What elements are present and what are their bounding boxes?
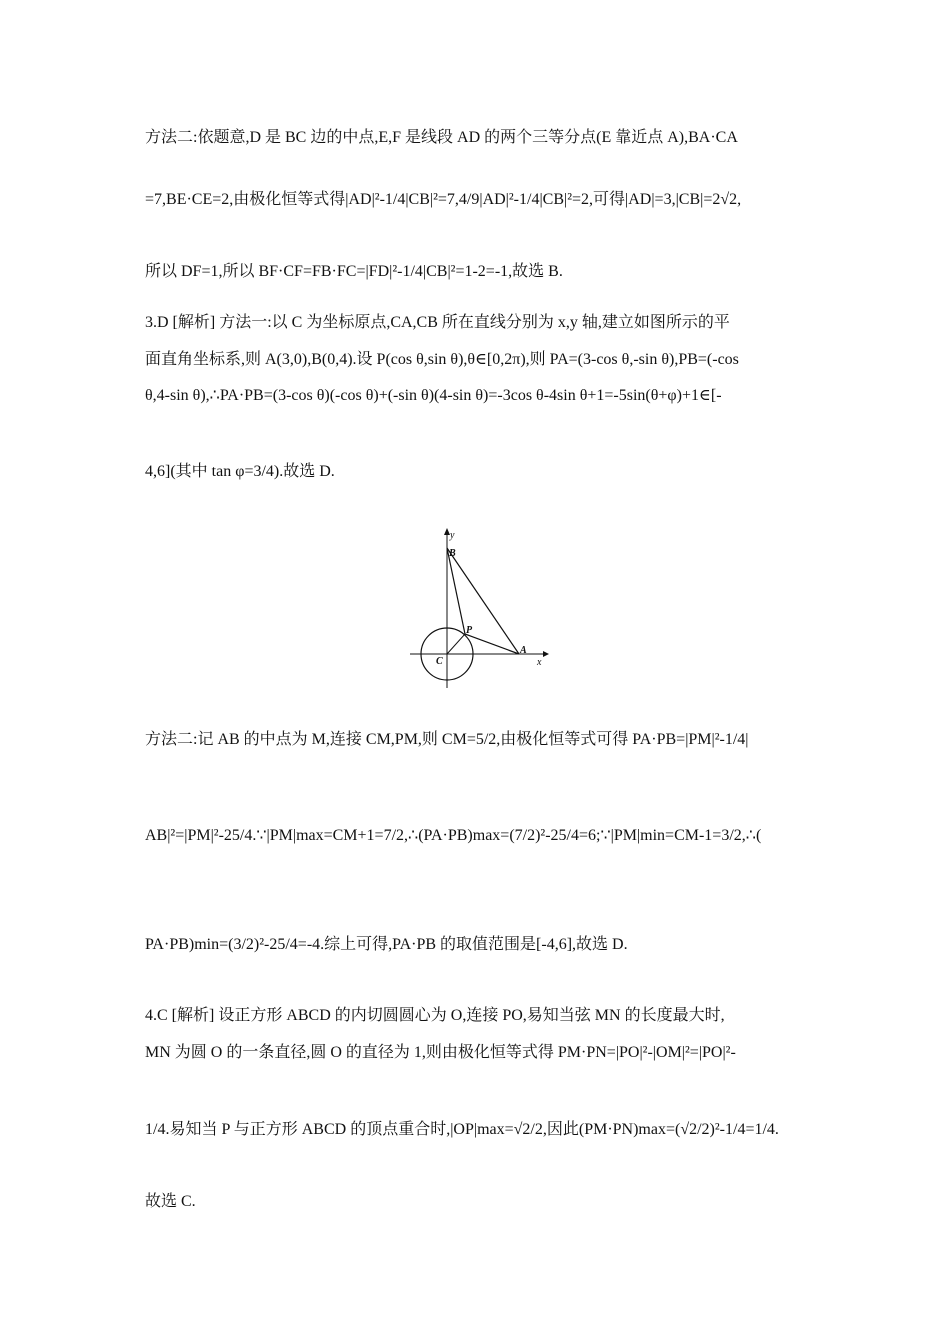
text-line-3: 所以 DF=1,所以 BF·CF=FB·FC=|FD|²-1/4|CB|²=1-2=-1,故选 B.: [145, 263, 563, 280]
figure-label-B: B: [449, 548, 456, 559]
text-line-12: MN 为圆 O 的一条直径,圆 O 的直径为 1,则由极化恒等式得 PM·PN=|PO|²-|OM|²=|PO|²-: [145, 1044, 736, 1061]
figure-label-C: C: [436, 656, 443, 667]
text-line-5: 面直角坐标系,则 A(3,0),B(0,4).设 P(cos θ,sin θ),θ∈[0,2π),则 PA=(3-cos θ,-sin θ),PB=(-cos: [145, 351, 739, 368]
text-line-13: 1/4.易知当 P 与正方形 ABCD 的顶点重合时,|OP|max=√2/2,因此(PM·PN)max=(√2/2)²-1/4=1/4.: [145, 1121, 779, 1138]
text-line-1: 方法二:依题意,D 是 BC 边的中点,E,F 是线段 AD 的两个三等分点(E 靠近点 A),BA·CA: [145, 129, 738, 146]
text-line-2: =7,BE·CE=2,由极化恒等式得|AD|²-1/4|CB|²=7,4/9|AD|²-1/4|CB|²=2,可得|AD|=3,|CB|=2√2,: [145, 191, 742, 208]
text-line-14: 故选 C.: [145, 1193, 196, 1210]
text-line-9: AB|²=|PM|²-25/4.∵|PM|max=CM+1=7/2,∴(PA·PB)max=(7/2)²-25/4=6;∵|PM|min=CM-1=3/2,∴(: [145, 827, 762, 844]
figure-label-P: P: [466, 625, 473, 636]
text-line-4: 3.D [解析] 方法一:以 C 为坐标原点,CA,CB 所在直线分别为 x,y 轴,建立如图所示的平: [145, 314, 730, 331]
figure-label-y: y: [450, 530, 455, 541]
text-line-8: 方法二:记 AB 的中点为 M,连接 CM,PM,则 CM=5/2,由极化恒等式可得 PA·PB=|PM|²-1/4|: [145, 731, 749, 748]
text-line-11: 4.C [解析] 设正方形 ABCD 的内切圆圆心为 O,连接 PO,易知当弦 MN 的长度最大时,: [145, 1007, 725, 1024]
coordinate-figure: [405, 523, 550, 693]
figure-label-A: A: [520, 645, 527, 656]
text-line-7: 4,6](其中 tan φ=3/4).故选 D.: [145, 463, 335, 480]
text-line-10: PA·PB)min=(3/2)²-25/4=-4.综上可得,PA·PB 的取值范围是[-4,6],故选 D.: [145, 936, 628, 953]
figure-label-x: x: [537, 657, 542, 668]
text-line-6: θ,4-sin θ),∴PA·PB=(3-cos θ)(-cos θ)+(-sin θ)(4-sin θ)=-3cos θ-4sin θ+1=-5sin(θ+φ)+1∈[-: [145, 387, 722, 404]
